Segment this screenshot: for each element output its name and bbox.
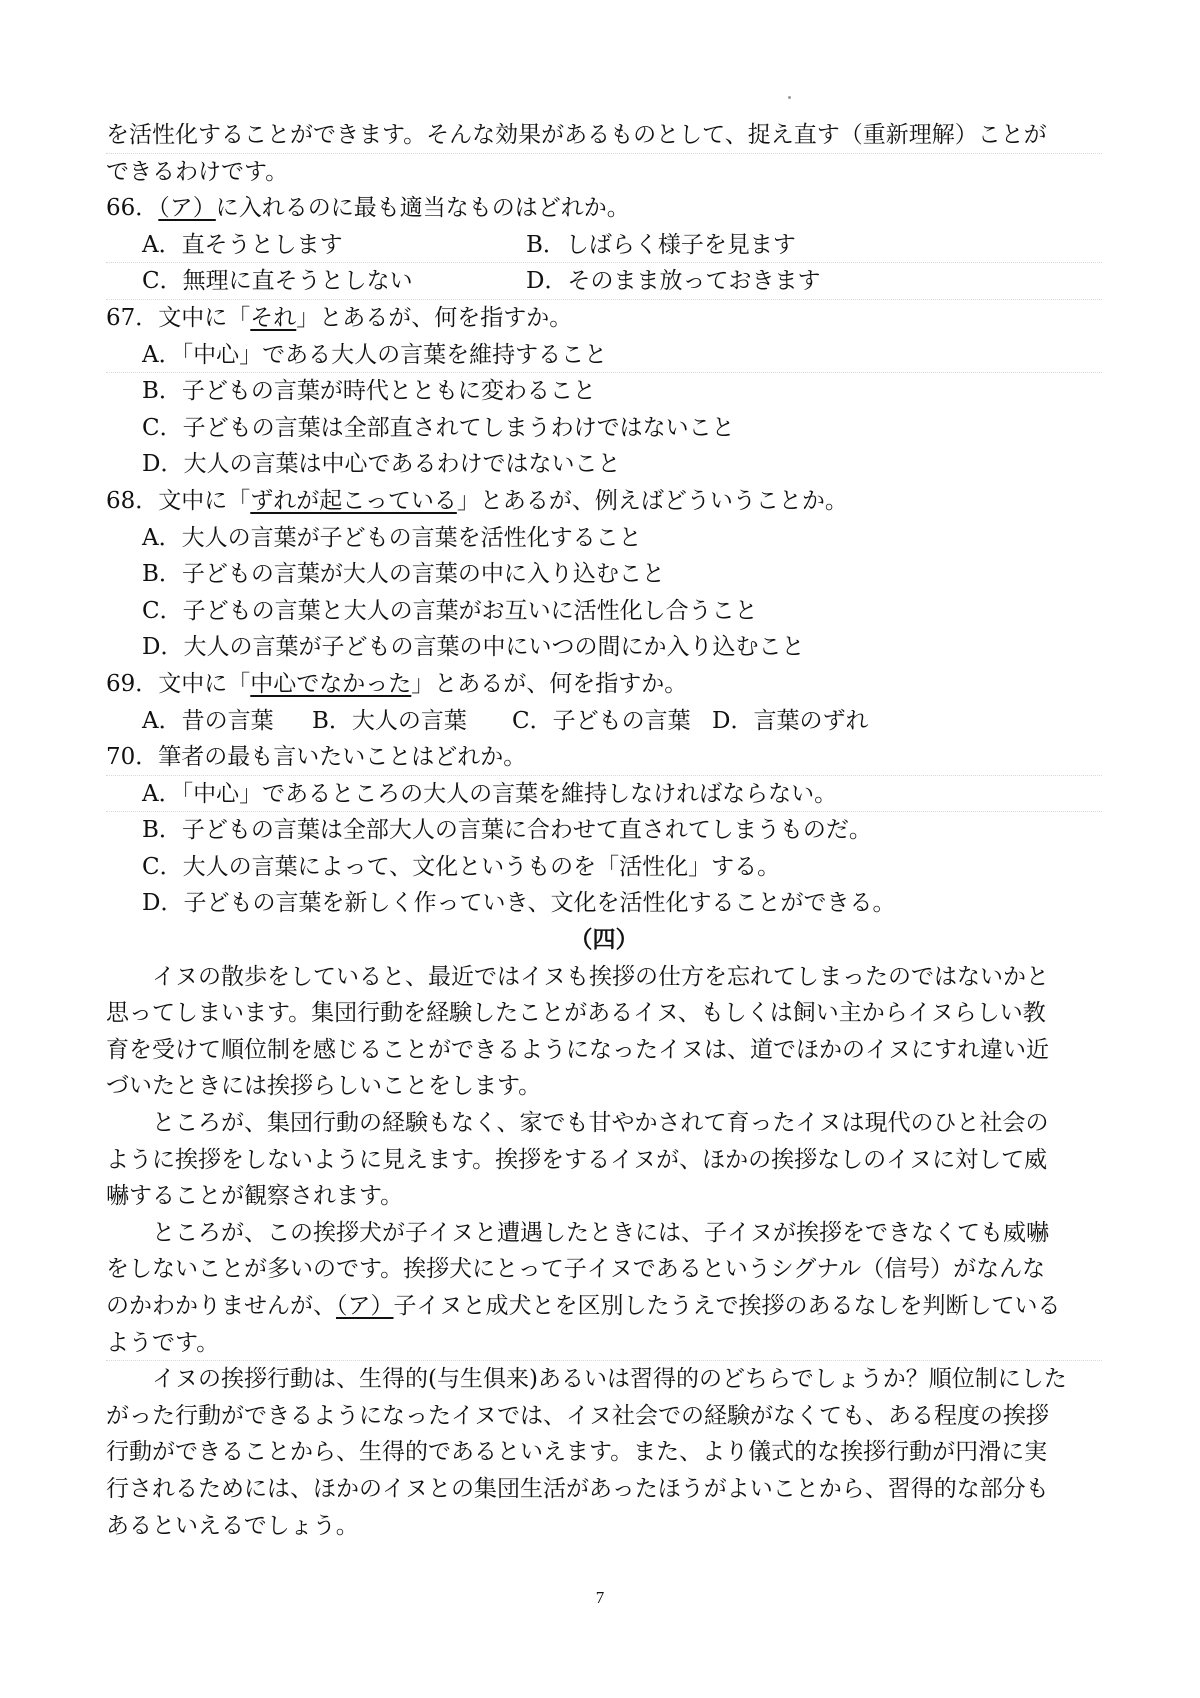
q68-option-a[interactable]: A．大人の言葉が子どもの言葉を活性化すること	[142, 524, 642, 551]
question-67	[106, 300, 1102, 337]
para2-line-3: 嚇することが観察されます。	[106, 1183, 404, 1210]
question-text: に入れるのに最も適当なものはどれか。	[215, 195, 630, 222]
question-text: 」とあるが、例えばどういうことか。	[456, 487, 848, 514]
q66-option-c[interactable]: C．無理に直そうとしない	[142, 268, 413, 295]
q69-option-a[interactable]: A．昔の言葉	[142, 707, 274, 734]
q68-option-d[interactable]: D．大人の言葉が子どもの言葉の中にいつの間にか入り込むこと	[142, 634, 805, 661]
question-stem: 67．文中に「	[106, 304, 251, 331]
q69-option-c[interactable]: C．子どもの言葉	[512, 707, 691, 734]
q67-option-a[interactable]: A．「中心」である大人の言葉を維持すること	[106, 337, 1102, 374]
q70-option-c[interactable]: C．大人の言葉によって、文化というものを「活性化」する。	[142, 853, 781, 880]
blank-marker: （ア）	[158, 195, 216, 222]
para3-line-2: をしないことが多いのです。挨拶犬にとって子イヌであるというシグナル（信号）がなんな	[106, 1256, 1046, 1283]
q66-options-row-1	[106, 227, 1102, 264]
q69-option-d[interactable]: D．言葉のずれ	[712, 707, 869, 734]
question-66	[106, 190, 1102, 227]
question-70: 70．筆者の最も言いたいことはどれか。	[106, 739, 1102, 776]
q70-option-a[interactable]: A．「中心」であるところの大人の言葉を維持しなければならない。	[106, 776, 1102, 813]
question-number: 66．	[106, 195, 159, 222]
para4-line-3: 行動ができることから、生得的であるといえます。また、より儀式的な挨拶行動が円滑に実	[106, 1439, 1048, 1466]
para4-line-2: がった行動ができるようになったイヌでは、イヌ社会での経験がなくても、ある程度の挨拶	[106, 1402, 1049, 1429]
q66-option-b[interactable]: B．しばらく様子を見ます	[526, 231, 796, 258]
question-text: 」とあるが、何を指すか。	[411, 670, 688, 697]
quoted-phrase: ずれが起こっている	[250, 487, 457, 514]
q69-options-row	[106, 703, 1102, 740]
q70-option-b[interactable]: B．子どもの言葉は全部大人の言葉に合わせて直されてしまうものだ。	[142, 817, 872, 844]
para3-line-3	[106, 1288, 1102, 1325]
blank-marker: （ア）	[336, 1293, 394, 1319]
q69-option-b[interactable]: B．大人の言葉	[312, 707, 467, 734]
page-number: 7	[595, 1588, 605, 1607]
question-stem: 68．文中に「	[106, 487, 251, 514]
para3-line-1: ところが、この挨拶犬が子イヌと遭遇したときには、子イヌが挨拶をできなくても威嚇	[152, 1219, 1049, 1246]
q67-option-b[interactable]: B．子どもの言葉が時代とともに変わること	[142, 378, 596, 405]
section-title: （四）	[569, 926, 639, 954]
intro-line-1: を活性化することができます。そんな効果があるものとして、捉え直す（重新理解）ことが	[106, 117, 1102, 154]
quoted-phrase: それ	[250, 304, 297, 331]
para2-line-1: ところが、集団行動の経験もなく、家でも甘やかされて育ったイヌは現代のひと社会の	[152, 1110, 1049, 1137]
para4-line-4: 行されるためには、ほかのイヌとの集団生活があったほうがよいことから、習得的な部分も	[106, 1475, 1049, 1502]
para4-line-1: イヌの挨拶行動は、生得的(与生俱来)あるいは習得的のどちらでしょうか？順位制にした	[152, 1366, 1067, 1393]
question-text: 」とあるが、何を指すか。	[296, 304, 573, 331]
para3-text-before: のかわかりませんが、	[106, 1293, 336, 1319]
para1-line-4: づいたときには挨拶らしいことをします。	[106, 1073, 542, 1100]
quoted-phrase: 中心でなかった	[250, 670, 412, 697]
q68-option-c[interactable]: C．子どもの言葉と大人の言葉がお互いに活性化し合うこと	[142, 597, 758, 624]
intro-line-2: できるわけです。	[106, 158, 289, 185]
para3-text-after: 子イヌと成犬とを区別したうえで挨拶のあるなしを判断している	[393, 1293, 1061, 1319]
para1-line-1: イヌの散歩をしていると、最近ではイヌも挨拶の仕方を忘れてしまったのではないかと	[152, 963, 1049, 990]
para1-line-3: 育を受けて順位制を感じることができるようになったイヌは、道でほかのイヌにすれ違い近	[106, 1036, 1049, 1063]
scan-dot	[788, 96, 791, 99]
para2-line-2: ように挨拶をしないように見えます。挨拶をするイヌが、ほかの挨拶なしのイヌに対して威	[106, 1146, 1048, 1173]
q70-option-d[interactable]: D．子どもの言葉を新しく作っていき、文化を活性化することができる。	[142, 890, 896, 917]
para3-line-4: ようです。	[106, 1325, 1102, 1362]
question-68	[106, 483, 1102, 520]
para4-line-5: あるといえるでしょう。	[106, 1512, 359, 1539]
question-stem: 69．文中に「	[106, 670, 251, 697]
q67-option-c[interactable]: C．子どもの言葉は全部直されてしまうわけではないこと	[142, 414, 735, 441]
q67-option-d[interactable]: D．大人の言葉は中心であるわけではないこと	[142, 451, 621, 478]
q66-options-row-2	[106, 263, 1102, 300]
question-69	[106, 666, 1102, 703]
q66-option-d[interactable]: D．そのまま放っておきます	[526, 268, 821, 295]
q66-option-a[interactable]: A．直そうとします	[142, 231, 343, 258]
para1-line-2: 思ってしまいます。集団行動を経験したことがあるイヌ、もしくは飼い主からイヌらしい教	[106, 1000, 1046, 1027]
q68-option-b[interactable]: B．子どもの言葉が大人の言葉の中に入り込むこと	[142, 561, 665, 588]
document-page	[106, 117, 1102, 1544]
